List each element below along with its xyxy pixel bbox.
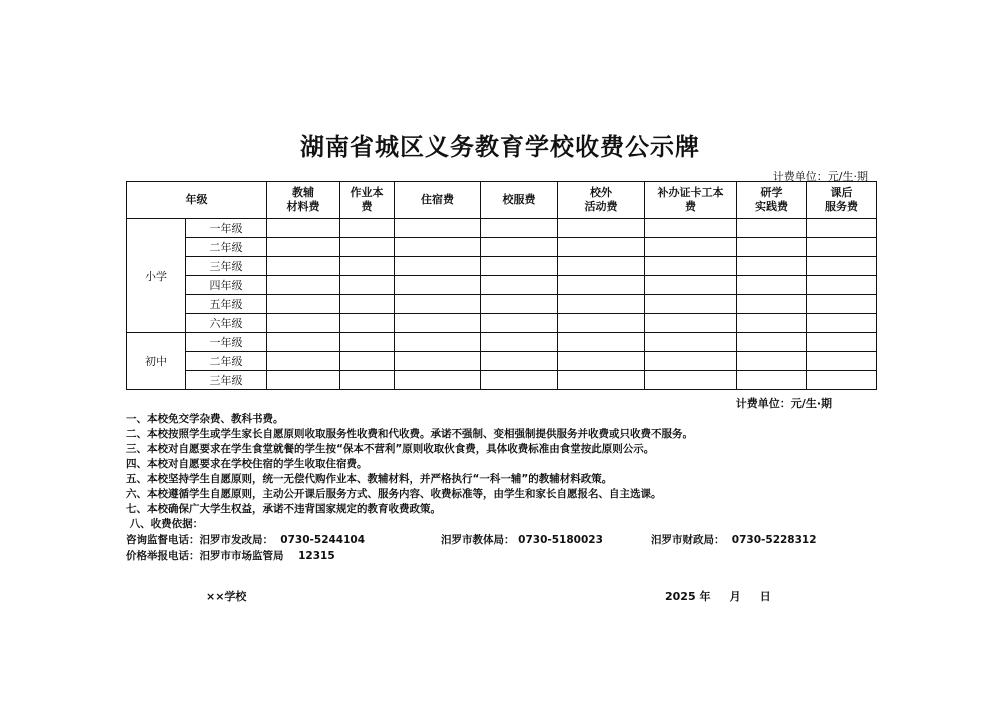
fee-cell — [645, 238, 737, 257]
fee-cell — [645, 333, 737, 352]
fee-cell — [737, 371, 807, 390]
fee-cell — [807, 352, 877, 371]
fee-cell — [645, 276, 737, 295]
fee-cell — [645, 257, 737, 276]
fee-cell — [645, 352, 737, 371]
fee-cell — [807, 276, 877, 295]
contact-block — [126, 532, 365, 564]
fee-cell — [395, 276, 481, 295]
fee-cell — [395, 333, 481, 352]
fee-cell — [395, 219, 481, 238]
note-item: 七、本校确保广大学生权益，承诺不违背国家规定的教育收费政策。 — [126, 503, 441, 515]
fee-cell — [737, 333, 807, 352]
fee-cell — [558, 371, 645, 390]
fee-cell — [267, 371, 340, 390]
fee-cell — [558, 295, 645, 314]
fee-cell — [807, 333, 877, 352]
fee-cell — [807, 295, 877, 314]
contact-czj: 汨罗市财政局： 0730-5228312 — [651, 534, 817, 546]
fee-cell — [807, 257, 877, 276]
grade-label: 三年级 — [186, 257, 267, 276]
supervision-label: 咨询监督电话： — [126, 534, 200, 546]
fee-cell — [395, 295, 481, 314]
fee-cell — [395, 352, 481, 371]
fee-cell — [558, 314, 645, 333]
fee-cell — [267, 219, 340, 238]
table-row — [127, 276, 877, 295]
note-item: 八、收费依据： — [126, 518, 204, 530]
fee-cell — [340, 295, 395, 314]
note-item: 六、本校遵循学生自愿原则，主动公开课后服务方式、服务内容、收费标准等，由学生和家长自愿报名、自主选课。 — [126, 488, 662, 500]
fee-cell — [395, 257, 481, 276]
note-item: 三、本校对自愿要求在学生食堂就餐的学生按“保本不营利”原则收取伙食费，具体收费标准由食堂按此原则公示。 — [126, 443, 655, 455]
fee-cell — [807, 238, 877, 257]
table-row — [127, 352, 877, 371]
grade-label: 一年级 — [186, 219, 267, 238]
fee-cell — [340, 257, 395, 276]
grade-label: 三年级 — [186, 371, 267, 390]
fee-cell — [558, 219, 645, 238]
fee-cell — [737, 257, 807, 276]
note-item: 一、本校免交学杂费、教科书费。 — [126, 413, 284, 425]
fee-cell — [558, 257, 645, 276]
school-name: ××学校 — [206, 590, 247, 603]
fee-cell — [340, 238, 395, 257]
grade-label: 一年级 — [186, 333, 267, 352]
fee-cell — [481, 333, 558, 352]
column-header: 研学 实践费 — [737, 182, 807, 219]
date-line: 2025 年 月 日 — [665, 590, 771, 603]
fee-cell — [395, 314, 481, 333]
fee-cell — [481, 219, 558, 238]
fee-cell — [737, 276, 807, 295]
price-report-label: 价格举报电话： — [126, 550, 200, 562]
grade-label: 五年级 — [186, 295, 267, 314]
grade-label: 二年级 — [186, 238, 267, 257]
note-item: 四、本校对自愿要求在学校住宿的学生收取住宿费。 — [126, 458, 368, 470]
contact-scjgj: 汨罗市市场监管局 12315 — [199, 550, 335, 562]
fee-cell — [737, 314, 807, 333]
fee-cell — [558, 276, 645, 295]
unit-label-bottom: 计费单位：元/生·期 — [735, 397, 832, 410]
fee-cell — [645, 219, 737, 238]
fee-cell — [340, 276, 395, 295]
fee-cell — [807, 219, 877, 238]
fee-cell — [481, 238, 558, 257]
column-header: 作业本 费 — [340, 182, 395, 219]
fee-cell — [340, 219, 395, 238]
contact-jtj: 汨罗市教体局： 0730-5180023 — [441, 534, 603, 546]
grade-label: 四年级 — [186, 276, 267, 295]
fee-cell — [481, 352, 558, 371]
fee-cell — [481, 295, 558, 314]
column-header: 教辅 材料费 — [267, 182, 340, 219]
note-item: 五、本校坚持学生自愿原则，统一无偿代购作业本、教辅材料，并严格执行“一科一辅”的教辅材料政策。 — [126, 473, 613, 485]
fee-cell — [395, 238, 481, 257]
fee-cell — [737, 295, 807, 314]
fee-cell — [645, 371, 737, 390]
fee-table — [126, 181, 877, 390]
fee-cell — [558, 238, 645, 257]
fee-cell — [267, 352, 340, 371]
table-row — [127, 295, 877, 314]
fee-cell — [645, 314, 737, 333]
fee-cell — [737, 238, 807, 257]
fee-cell — [558, 333, 645, 352]
notes-list — [126, 412, 693, 532]
fee-cell — [481, 314, 558, 333]
grade-header: 年级 — [127, 182, 267, 219]
section-label: 初中 — [127, 333, 186, 390]
table-row — [127, 219, 877, 238]
fee-cell — [267, 314, 340, 333]
fee-cell — [807, 371, 877, 390]
fee-cell — [737, 352, 807, 371]
fee-cell — [267, 238, 340, 257]
column-header: 住宿费 — [395, 182, 481, 219]
fee-cell — [481, 371, 558, 390]
table-row — [127, 314, 877, 333]
fee-cell — [481, 257, 558, 276]
column-header: 校外 活动费 — [558, 182, 645, 219]
fee-cell — [558, 352, 645, 371]
fee-cell — [737, 219, 807, 238]
fee-cell — [340, 352, 395, 371]
section-label: 小学 — [127, 219, 186, 333]
fee-cell — [267, 257, 340, 276]
table-row — [127, 371, 877, 390]
fee-cell — [340, 371, 395, 390]
fee-cell — [481, 276, 558, 295]
table-row — [127, 333, 877, 352]
fee-cell — [267, 276, 340, 295]
unit-label-top: 计费单位：元/生·期 — [772, 170, 868, 183]
fee-cell — [340, 333, 395, 352]
fee-cell — [267, 333, 340, 352]
contact-fgj: 汨罗市发改局： 0730-5244104 — [199, 534, 366, 546]
table-row — [127, 238, 877, 257]
column-header: 课后 服务费 — [807, 182, 877, 219]
fee-cell — [645, 295, 737, 314]
fee-cell — [395, 371, 481, 390]
column-header: 校服费 — [481, 182, 558, 219]
page-title: 湖南省城区义务教育学校收费公示牌 — [300, 132, 700, 161]
column-header: 补办证卡工本 费 — [645, 182, 737, 219]
grade-label: 六年级 — [186, 314, 267, 333]
fee-cell — [340, 314, 395, 333]
note-item: 二、本校按照学生或学生家长自愿原则收取服务性收费和代收费。承诺不强制、变相强制提供服务并收费或只收费不服务。 — [126, 428, 693, 440]
fee-cell — [267, 295, 340, 314]
grade-label: 二年级 — [186, 352, 267, 371]
table-row — [127, 257, 877, 276]
fee-cell — [807, 314, 877, 333]
